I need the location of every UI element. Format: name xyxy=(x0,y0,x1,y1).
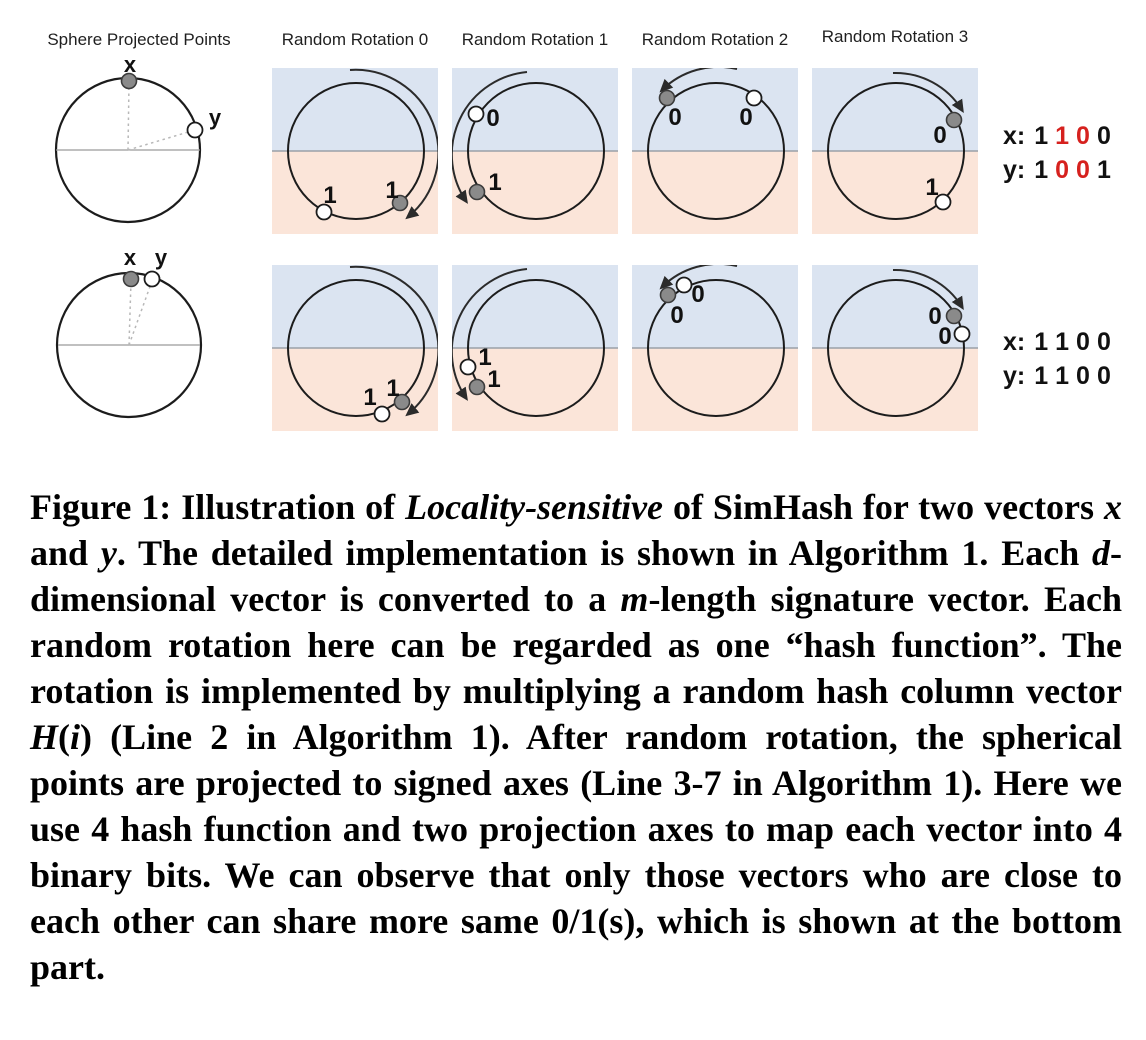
panel-row2-rotation3 xyxy=(812,265,978,431)
panel-row1-rotation2 xyxy=(632,68,798,234)
signature-x-line xyxy=(1003,328,1111,362)
x-point xyxy=(947,113,962,128)
y-point xyxy=(469,107,484,122)
caption-segment: y xyxy=(100,533,117,573)
panel-title-rotation-2: Random Rotation 2 xyxy=(641,30,789,49)
caption-segment: Locality-sensitive xyxy=(405,487,664,527)
lower-hemisphere xyxy=(272,348,438,431)
caption-segment: of SimHash for two vectors xyxy=(663,487,1104,527)
y-point xyxy=(461,360,476,375)
upper-hemisphere xyxy=(452,265,618,348)
panel-row1-rotation1 xyxy=(452,68,618,234)
x-bit-1: 1 xyxy=(1055,122,1070,150)
x-bit-3: 0 xyxy=(1096,122,1111,150)
lower-hemisphere xyxy=(272,151,438,234)
signature-row1 xyxy=(1003,122,1111,190)
lower-hemisphere xyxy=(812,151,978,234)
y-point-label: y xyxy=(208,105,222,130)
y-prefix: y: xyxy=(1003,362,1026,390)
x-prefix: x: xyxy=(1003,122,1026,150)
x-bit-label: 0 xyxy=(668,104,682,131)
lower-hemisphere xyxy=(632,348,798,431)
x-point xyxy=(470,380,485,395)
radius-to-x xyxy=(129,281,131,345)
x-bit-label: 1 xyxy=(488,169,502,196)
caption-segment: ( xyxy=(58,717,71,757)
x-bit-0: 1 xyxy=(1034,328,1049,356)
panel-row2-rotation0 xyxy=(272,265,438,431)
upper-hemisphere xyxy=(632,68,798,151)
figure-caption xyxy=(30,484,1122,990)
panel-title-rotation-3: Random Rotation 3 xyxy=(821,27,969,46)
x-point xyxy=(661,288,676,303)
panel-title-rotation-0: Random Rotation 0 xyxy=(281,30,429,49)
lower-hemisphere xyxy=(632,151,798,234)
radius-to-y xyxy=(129,281,152,345)
panel-row1-rotation0 xyxy=(272,68,438,234)
y-bit-label: 0 xyxy=(938,323,952,350)
y-bit-0: 1 xyxy=(1034,362,1049,390)
radius-to-y xyxy=(128,130,195,150)
x-bit-label: 0 xyxy=(928,303,942,330)
radius-to-x xyxy=(128,83,129,150)
lower-hemisphere xyxy=(812,348,978,431)
upper-hemisphere xyxy=(272,68,438,151)
x-bit-label: 0 xyxy=(933,122,947,149)
x-bit-3: 0 xyxy=(1096,328,1111,356)
x-bit-label: 1 xyxy=(487,366,501,393)
y-point xyxy=(955,327,970,342)
signature-row2 xyxy=(1003,328,1111,396)
caption-segment: H xyxy=(30,717,59,757)
x-bit-2: 0 xyxy=(1076,328,1090,356)
panel-title-rotation-1: Random Rotation 1 xyxy=(461,30,609,49)
x-bit-0: 1 xyxy=(1034,122,1049,150)
caption-segment: -dimensional vector is converted to a xyxy=(30,533,1122,619)
y-point xyxy=(145,272,160,287)
y-bit-label: 0 xyxy=(691,281,705,308)
x-bit-2: 0 xyxy=(1076,122,1090,150)
upper-hemisphere xyxy=(812,265,978,348)
x-bit-1: 1 xyxy=(1055,328,1070,356)
caption-segment: m xyxy=(620,579,649,619)
x-bit-label: 0 xyxy=(670,302,684,329)
upper-hemisphere xyxy=(632,265,798,348)
y-bit-label: 1 xyxy=(925,174,939,201)
sphere-column-title: Sphere Projected Points xyxy=(47,30,231,49)
y-point xyxy=(188,123,203,138)
y-point xyxy=(677,278,692,293)
x-point xyxy=(947,309,962,324)
caption-segment: d xyxy=(1092,533,1110,573)
caption-segment: x xyxy=(1104,487,1122,527)
y-bit-3: 1 xyxy=(1096,156,1111,184)
signature-y-line xyxy=(1003,362,1111,396)
caption-segment: Figure 1: Illustration of xyxy=(30,487,406,527)
y-bit-label: 0 xyxy=(739,104,753,131)
x-point-label: x xyxy=(123,245,137,270)
y-bit-2: 0 xyxy=(1076,156,1090,184)
signature-x-line xyxy=(1003,122,1111,156)
y-bit-0: 1 xyxy=(1034,156,1049,184)
panel-row1-rotation3 xyxy=(812,68,978,234)
y-bit-3: 0 xyxy=(1096,362,1111,390)
x-bit-label: 1 xyxy=(385,177,399,204)
x-point-label: x xyxy=(123,52,137,77)
caption-segment: . The detailed implementation is shown in Algorithm 1. Each xyxy=(116,533,1092,573)
y-prefix: y: xyxy=(1003,156,1026,184)
y-bit-1: 1 xyxy=(1055,362,1070,390)
upper-hemisphere xyxy=(272,265,438,348)
caption-segment: and xyxy=(30,533,101,573)
caption-segment: i xyxy=(70,717,81,757)
x-prefix: x: xyxy=(1003,328,1026,356)
caption-segment: -length signature vector. Each random rotation here can be regarded as one “hash function”. The rotation is implemented by multiplying a random hash column vector xyxy=(30,579,1122,711)
panel-row2-rotation1 xyxy=(452,265,618,431)
y-bit-label: 1 xyxy=(323,182,337,209)
signature-y-line xyxy=(1003,156,1111,190)
sphere-row2 xyxy=(17,233,241,457)
y-point xyxy=(375,407,390,422)
y-bit-1: 0 xyxy=(1055,156,1070,184)
y-point-label: y xyxy=(154,245,168,270)
sphere-row1 xyxy=(16,38,240,262)
x-point xyxy=(470,185,485,200)
y-bit-2: 0 xyxy=(1076,362,1090,390)
caption-segment: ) (Line 2 in Algorithm 1). After random rotation, the spherical points are projected to signed axes (Line 3-7 in Algorithm 1). Here we use 4 hash function and two projection axes to map each vector into 4 binary bits. We can observe that only those vectors who are close to each other can share more same 0/1(s), which is shown at the bottom part. xyxy=(30,717,1122,987)
x-bit-label: 1 xyxy=(386,375,400,402)
y-bit-label: 1 xyxy=(478,344,492,371)
y-bit-label: 1 xyxy=(363,384,377,411)
y-bit-label: 0 xyxy=(486,105,500,132)
x-point xyxy=(124,272,139,287)
panel-row2-rotation2 xyxy=(632,265,798,431)
upper-hemisphere xyxy=(812,68,978,151)
